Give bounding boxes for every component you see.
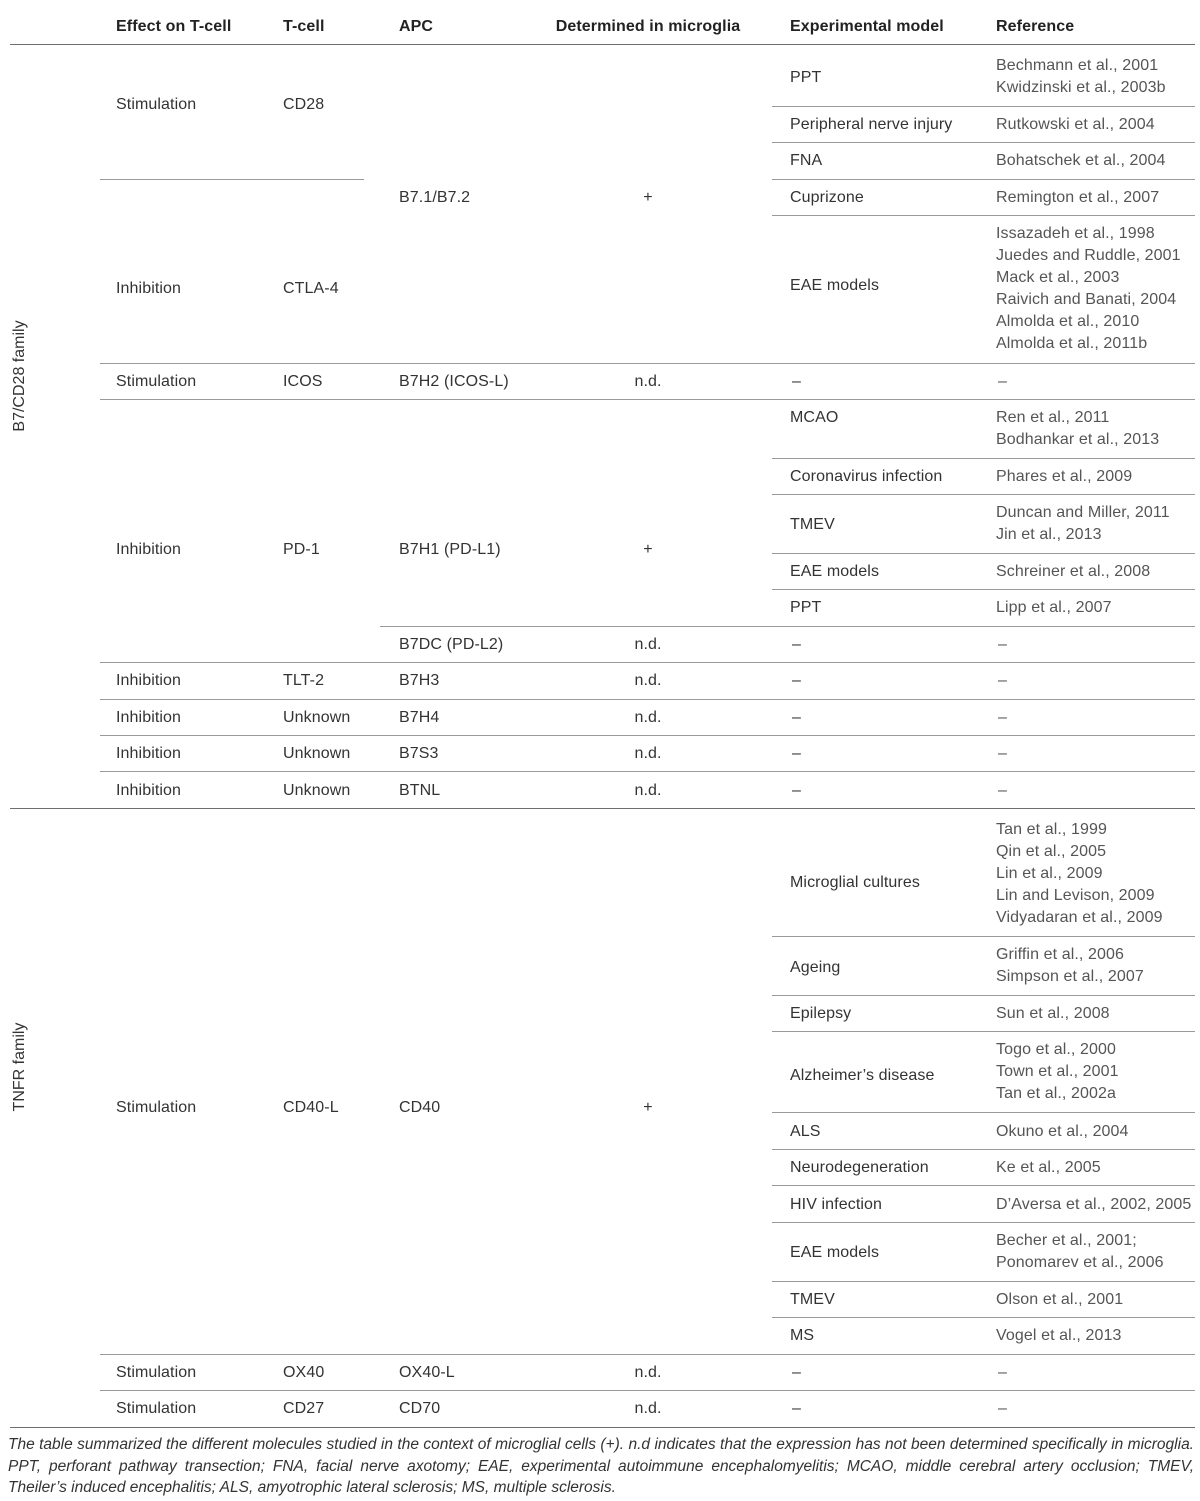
rule <box>100 179 364 180</box>
row-determined: n.d. <box>634 672 662 689</box>
reference-cell: Juedes and Ruddle, 2001 <box>996 247 1181 264</box>
rule <box>100 699 1195 700</box>
model-cell: EAE models <box>790 277 880 294</box>
rule-table-bottom <box>10 1427 1195 1428</box>
family-label-b7: B7/CD28 family <box>11 320 28 432</box>
row-model: – <box>792 782 801 799</box>
rule <box>772 1222 1195 1223</box>
reference-cell: Vidyadaran et al., 2009 <box>996 909 1163 926</box>
pdl2-determined: n.d. <box>634 636 662 653</box>
pdl1-apc: B7H1 (PD-L1) <box>399 541 501 558</box>
reference-cell: Tan et al., 1999 <box>996 821 1108 838</box>
model-cell: Microglial cultures <box>790 874 920 891</box>
pd1-effect: Inhibition <box>116 541 182 558</box>
reference-cell: Ren et al., 2011 <box>996 409 1110 426</box>
icos-apc: B7H2 (ICOS-L) <box>399 373 509 390</box>
row-tcell: CD27 <box>283 1400 325 1417</box>
row-model: – <box>792 745 801 762</box>
row-reference: – <box>998 782 1007 799</box>
rule <box>100 363 1195 364</box>
row-tcell: Unknown <box>283 745 351 762</box>
row-determined: n.d. <box>634 1400 662 1417</box>
reference-cell: Schreiner et al., 2008 <box>996 563 1151 580</box>
rule <box>772 494 1195 495</box>
rule <box>772 1281 1195 1282</box>
row-apc: B7H4 <box>399 709 440 726</box>
reference-cell: Rutkowski et al., 2004 <box>996 116 1155 133</box>
reference-cell: Lipp et al., 2007 <box>996 599 1112 616</box>
rule-family-divider <box>10 808 1195 809</box>
row-tcell: Unknown <box>283 709 351 726</box>
reference-cell: Lin et al., 2009 <box>996 865 1103 882</box>
row-effect: Inhibition <box>116 672 182 689</box>
ctla4-effect: Inhibition <box>116 280 182 297</box>
rule <box>772 1185 1195 1186</box>
reference-cell: Town et al., 2001 <box>996 1063 1119 1080</box>
header-reference: Reference <box>996 18 1075 35</box>
pdl2-apc: B7DC (PD-L2) <box>399 636 504 653</box>
model-cell: Epilepsy <box>790 1005 852 1022</box>
reference-cell: Okuno et al., 2004 <box>996 1123 1129 1140</box>
cd40l-tcell: CD40-L <box>283 1099 339 1116</box>
model-cell: Ageing <box>790 959 841 976</box>
row-model: – <box>792 1364 801 1381</box>
rule <box>772 215 1195 216</box>
row-apc: OX40-L <box>399 1364 455 1381</box>
row-reference: – <box>998 745 1007 762</box>
model-cell: Neurodegeneration <box>790 1159 929 1176</box>
row-model: – <box>792 709 801 726</box>
row-effect: Inhibition <box>116 782 182 799</box>
rule <box>100 1390 1195 1391</box>
rule-header-bottom <box>10 44 1195 45</box>
rule <box>772 589 1195 590</box>
cd28-tcell: CD28 <box>283 96 325 113</box>
family-label-tnfr: TNFR family <box>11 1022 28 1112</box>
rule <box>772 1317 1195 1318</box>
pdl2-model: – <box>792 636 801 653</box>
row-model: – <box>792 672 801 689</box>
reference-cell: Almolda et al., 2010 <box>996 313 1140 330</box>
rule <box>772 553 1195 554</box>
reference-cell: Togo et al., 2000 <box>996 1041 1117 1058</box>
rule <box>100 735 1195 736</box>
model-cell: EAE models <box>790 563 880 580</box>
reference-cell: Bodhankar et al., 2013 <box>996 431 1160 448</box>
model-cell: FNA <box>790 152 823 169</box>
row-apc: B7S3 <box>399 745 439 762</box>
cd28-effect: Stimulation <box>116 96 197 113</box>
cd40-determined: + <box>643 1099 653 1116</box>
icos-determined: n.d. <box>634 373 662 390</box>
reference-cell: Phares et al., 2009 <box>996 468 1133 485</box>
reference-cell: Ponomarev et al., 2006 <box>996 1254 1164 1271</box>
row-model: – <box>792 1400 801 1417</box>
model-cell: MCAO <box>790 409 839 426</box>
row-determined: n.d. <box>634 709 662 726</box>
rule <box>100 662 1195 663</box>
model-cell: Cuprizone <box>790 189 864 206</box>
rule <box>772 142 1195 143</box>
row-apc: BTNL <box>399 782 441 799</box>
reference-cell: Issazadeh et al., 1998 <box>996 225 1155 242</box>
reference-cell: Mack et al., 2003 <box>996 269 1120 286</box>
reference-cell: Tan et al., 2002a <box>996 1085 1117 1102</box>
row-apc: CD70 <box>399 1400 441 1417</box>
rule <box>772 1149 1195 1150</box>
reference-cell: Bechmann et al., 2001 <box>996 57 1159 74</box>
row-reference: – <box>998 1364 1007 1381</box>
header-determined: Determined in microglia <box>555 18 741 35</box>
b71-apc: B7.1/B7.2 <box>399 189 471 206</box>
rule <box>772 1112 1195 1113</box>
row-effect: Inhibition <box>116 709 182 726</box>
row-effect: Stimulation <box>116 1400 197 1417</box>
rule <box>772 936 1195 937</box>
ctla4-tcell: CTLA-4 <box>283 280 339 297</box>
icos-tcell: ICOS <box>283 373 323 390</box>
pdl2-reference: – <box>998 636 1007 653</box>
row-tcell: Unknown <box>283 782 351 799</box>
row-apc: B7H3 <box>399 672 440 689</box>
reference-cell: Jin et al., 2013 <box>996 526 1102 543</box>
cd40-apc: CD40 <box>399 1099 441 1116</box>
pdl1-determined: + <box>643 541 653 558</box>
model-cell: TMEV <box>790 516 835 533</box>
rule <box>100 771 1195 772</box>
row-reference: – <box>998 709 1007 726</box>
reference-cell: Sun et al., 2008 <box>996 1005 1110 1022</box>
model-cell: TMEV <box>790 1291 835 1308</box>
reference-cell: Qin et al., 2005 <box>996 843 1107 860</box>
reference-cell: Remington et al., 2007 <box>996 189 1160 206</box>
rule <box>100 399 1195 400</box>
b71-determined: + <box>643 189 653 206</box>
rule <box>772 106 1195 107</box>
row-reference: – <box>998 672 1007 689</box>
reference-cell: Olson et al., 2001 <box>996 1291 1124 1308</box>
cd40-effect: Stimulation <box>116 1099 197 1116</box>
model-cell: MS <box>790 1327 815 1344</box>
icos-model: – <box>792 373 801 390</box>
reference-cell: Kwidzinski et al., 2003b <box>996 79 1166 96</box>
row-effect: Inhibition <box>116 745 182 762</box>
row-determined: n.d. <box>634 782 662 799</box>
model-cell: PPT <box>790 599 822 616</box>
model-cell: Alzheimer’s disease <box>790 1067 935 1084</box>
rule <box>380 626 1195 627</box>
row-determined: n.d. <box>634 745 662 762</box>
model-cell: Peripheral nerve injury <box>790 116 953 133</box>
row-tcell: OX40 <box>283 1364 325 1381</box>
model-cell: ALS <box>790 1123 821 1140</box>
header-model: Experimental model <box>790 18 944 35</box>
model-cell: Coronavirus infection <box>790 468 943 485</box>
reference-cell: Simpson et al., 2007 <box>996 968 1144 985</box>
model-cell: HIV infection <box>790 1196 883 1213</box>
reference-cell: Ke et al., 2005 <box>996 1159 1101 1176</box>
reference-cell: Bohatschek et al., 2004 <box>996 152 1166 169</box>
header-apc: APC <box>399 18 434 35</box>
reference-cell: D’Aversa et al., 2002, 2005 <box>996 1196 1192 1213</box>
row-reference: – <box>998 1400 1007 1417</box>
pd1-tcell: PD-1 <box>283 541 320 558</box>
table-footnote: The table summarized the different molecules studied in the context of microglial cells (+). n.d indicates that the expression has not been determined specifically in microglia. PPT, perforant pathway transection; FNA, facial nerve axotomy; EAE, experimental autoimmune encephalomyelitis; MCAO, middle cerebral artery occlusion; TMEV, Theiler’s induced encephalitis; ALS, amyotrophic lateral sclerosis; MS, multiple sclerosis. <box>8 1436 1194 1496</box>
reference-cell: Almolda et al., 2011b <box>996 335 1148 352</box>
rule <box>772 458 1195 459</box>
reference-cell: Griffin et al., 2006 <box>996 946 1124 963</box>
rule <box>772 179 1195 180</box>
reference-cell: Vogel et al., 2013 <box>996 1327 1122 1344</box>
row-determined: n.d. <box>634 1364 662 1381</box>
reference-cell: Lin and Levison, 2009 <box>996 887 1155 904</box>
header-effect: Effect on T-cell <box>116 18 232 35</box>
rule <box>772 995 1195 996</box>
header-tcell: T-cell <box>283 18 325 35</box>
reference-cell: Duncan and Miller, 2011 <box>996 504 1170 521</box>
model-cell: PPT <box>790 69 822 86</box>
row-effect: Stimulation <box>116 1364 197 1381</box>
icos-effect: Stimulation <box>116 373 197 390</box>
icos-reference: – <box>998 373 1007 390</box>
rule <box>100 1354 1195 1355</box>
reference-cell: Raivich and Banati, 2004 <box>996 291 1177 308</box>
row-tcell: TLT-2 <box>283 672 325 689</box>
reference-cell: Becher et al., 2001; <box>996 1232 1137 1249</box>
rule <box>772 1031 1195 1032</box>
model-cell: EAE models <box>790 1244 880 1261</box>
